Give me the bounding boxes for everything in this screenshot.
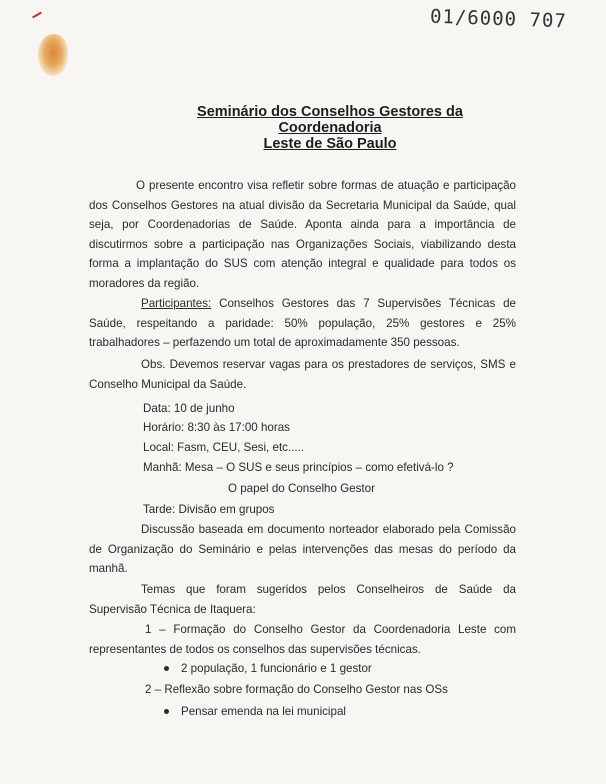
stain-mark: [38, 34, 68, 76]
obs-line: Obs. Devemos reservar vagas para os prestadores de serviços, SMS e: [141, 358, 516, 371]
document-number: 01/6000 707: [429, 5, 568, 33]
time-line: Horário: 8:30 às 17:00 horas: [143, 421, 290, 434]
obs-line: Conselho Municipal da Saúde.: [89, 377, 247, 391]
discussion-line: de Organização do Seminário e pelas intervenções das mesas do período da: [89, 542, 516, 556]
themes-line: Supervisão Técnica de Itaquera:: [89, 602, 256, 616]
participants-label: Participantes:: [141, 297, 212, 310]
intro-line: discutirmos sobre a participação nas Organizações Sociais, viabilizando desta: [89, 237, 516, 251]
place-line: Local: Fasm, CEU, Sesi, etc.....: [143, 441, 305, 454]
date-line: Data: 10 de junho: [143, 402, 235, 415]
morning-line: Manhã: Mesa – O SUS e seus princípios – como efetivá-lo ?: [143, 461, 454, 474]
intro-paragraph: [89, 176, 516, 293]
afternoon-line: Tarde: Divisão em grupos: [143, 503, 275, 516]
obs-paragraph: [89, 355, 516, 394]
discussion-line: manhã.: [89, 562, 128, 575]
title-line-2: Leste de São Paulo: [263, 136, 397, 152]
discussion-line: Discussão baseada em documento norteador elaborado pela Comissão: [141, 523, 516, 536]
bullet-item-1: [164, 662, 372, 675]
intro-line: dos Conselhos Gestores na atual divisão da Secretaria Municipal da Saúde, qual: [89, 198, 516, 212]
themes-line: Temas que foram sugeridos pelos Conselheiros de Saúde da: [141, 583, 516, 596]
bullet-text: 2 população, 1 funcionário e 1 gestor: [181, 662, 372, 675]
bullet-dot: [164, 666, 169, 671]
item-1-line: representantes de todos os conselhos das supervisões técnicas.: [89, 642, 421, 656]
bullet-text: Pensar emenda na lei municipal: [181, 705, 346, 718]
intro-line: moradores da região.: [89, 276, 200, 290]
title-line-1: Seminário dos Conselhos Gestores da Coordenadoria: [197, 104, 463, 136]
participants-line: [89, 294, 516, 314]
intro-line: seja, por Coordenadorias de Saúde. Aponta ainda para a importância de: [89, 218, 516, 231]
participants-line: Saúde, respeitando a paridade: 50% população, 25% gestores e 25%: [89, 316, 516, 330]
participants-paragraph: [89, 294, 516, 353]
morning-line-2: O papel do Conselho Gestor: [228, 482, 375, 495]
participants-text: Conselhos Gestores das 7 Supervisões Técnicas de: [219, 297, 516, 310]
item-2-line: 2 – Reflexão sobre formação do Conselho Gestor nas OSs: [145, 683, 448, 696]
bullet-item-2: [164, 705, 346, 718]
document-title: [150, 104, 510, 152]
item-1-paragraph: [89, 620, 516, 659]
intro-line: O presente encontro visa refletir sobre formas de atuação e participação: [136, 179, 516, 192]
themes-paragraph: [89, 580, 516, 619]
discussion-paragraph: [89, 520, 516, 579]
item-1-line: 1 – Formação do Conselho Gestor da Coordenadoria Leste com: [145, 623, 516, 636]
participants-line: trabalhadores – perfazendo um total de aproximadamente 350 pessoas.: [89, 336, 460, 349]
intro-line: forma a implantação do SUS com atenção integral e qualidade para todos os: [89, 257, 516, 270]
pen-mark: [32, 12, 42, 19]
bullet-dot: [164, 709, 169, 714]
